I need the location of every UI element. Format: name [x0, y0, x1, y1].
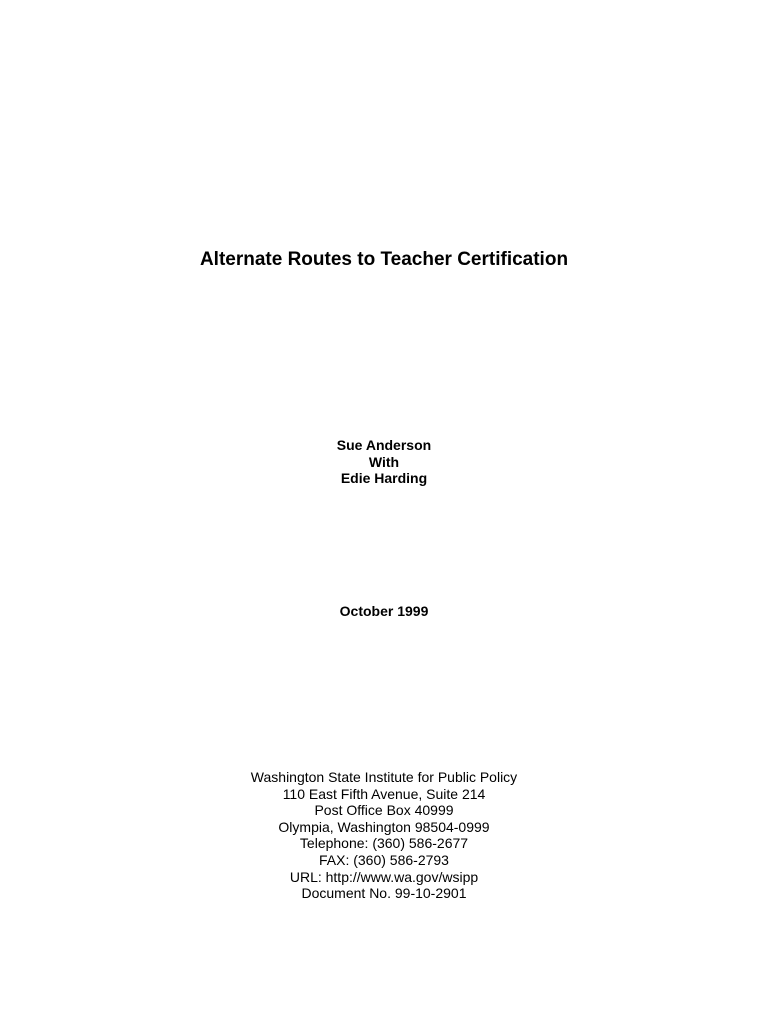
document-title: Alternate Routes to Teacher Certification	[199, 249, 569, 270]
publisher-street: 110 East Fifth Avenue, Suite 214	[282, 785, 486, 802]
secondary-author: Edie Harding	[340, 470, 428, 486]
author-connector: With	[368, 453, 400, 470]
publisher-fax: FAX: (360) 586-2793	[319, 851, 449, 868]
publisher-telephone: Telephone: (360) 586-2677	[299, 835, 469, 852]
publication-date: October 1999	[339, 603, 429, 619]
publisher-name: Washington State Institute for Public Policy	[250, 769, 518, 785]
publisher-city-state-zip: Olympia, Washington 98504-0999	[278, 818, 490, 835]
publisher-url: URL: http://www.wa.gov/wsipp	[289, 868, 479, 885]
publisher-po-box: Post Office Box 40999	[314, 802, 454, 819]
authors-block	[0, 437, 768, 487]
publisher-block	[0, 769, 768, 902]
document-number: Document No. 99-10-2901	[301, 885, 467, 902]
primary-author: Sue Anderson	[336, 437, 432, 453]
